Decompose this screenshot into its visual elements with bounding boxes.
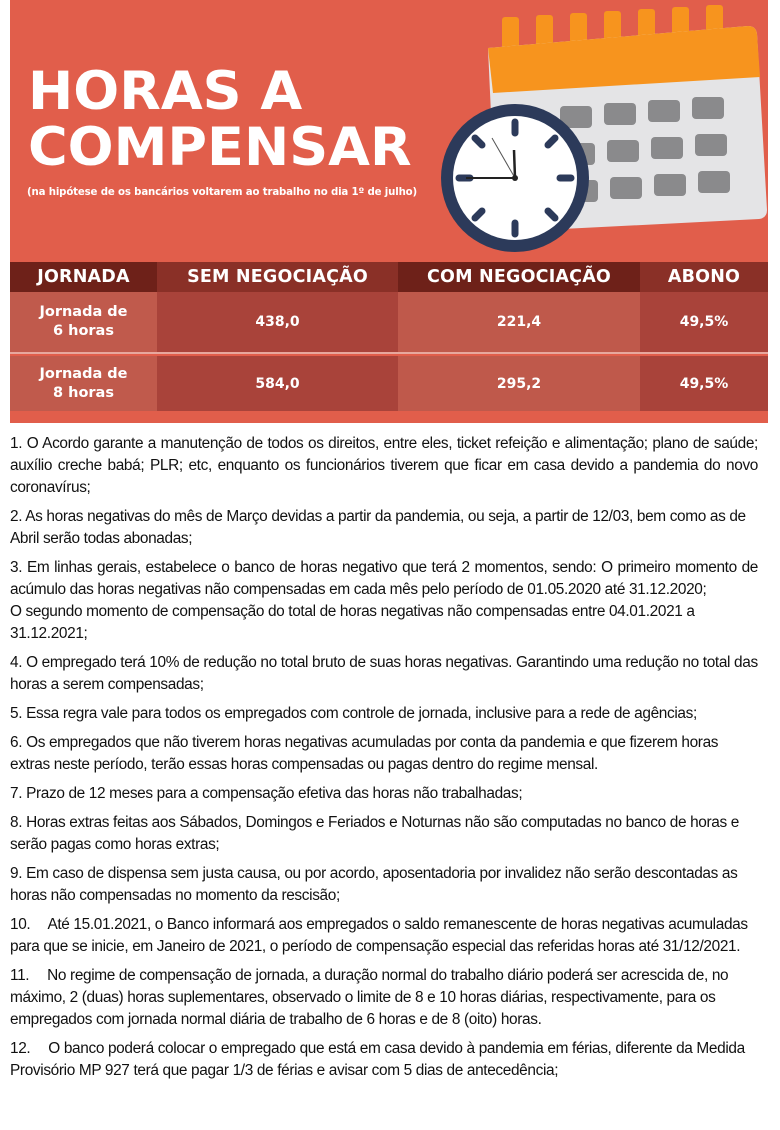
com-negociacao-cell: 295,2	[398, 356, 640, 411]
item-number: 8.	[10, 814, 23, 831]
table-row	[10, 356, 768, 411]
clock-icon	[441, 104, 589, 252]
item-text: Horas extras feitas aos Sábados, Domingos e Feriados e Noturnas não são computadas no banco de horas e serão pagas como horas extras;	[10, 814, 739, 853]
sem-negociacao-cell: 438,0	[157, 292, 398, 352]
list-item	[10, 783, 758, 805]
item-number: 5.	[10, 705, 23, 722]
item-text: Essa regra vale para todos os empregados com controle de jornada, inclusive para a rede de agências;	[26, 705, 697, 722]
page-title	[28, 61, 412, 178]
list-item	[10, 1038, 758, 1082]
jornada-cell	[10, 292, 157, 352]
item-number: 6.	[10, 734, 23, 751]
item-number: 7.	[10, 785, 23, 802]
item-number: 9.	[10, 865, 23, 882]
abono-cell: 49,5%	[640, 292, 768, 352]
header-com-negociacao: COM NEGOCIAÇÃO	[398, 262, 640, 292]
item-text-continued: O segundo momento de compensação do total de horas negativas não compensadas entre 04.01.2021 a 31.12.2021;	[10, 603, 695, 642]
list-item	[10, 914, 758, 958]
item-number: 1.	[10, 435, 23, 452]
table-row	[10, 292, 768, 352]
list-item	[10, 863, 758, 907]
title-line-2: COMPENSAR	[28, 117, 412, 178]
jornada-label-line-2: 8 horas	[52, 384, 114, 401]
list-item	[10, 506, 758, 550]
header-abono: ABONO	[640, 262, 768, 292]
banner	[10, 0, 768, 423]
item-text: Em caso de dispensa sem justa causa, ou por acordo, aposentadoria por invalidez não serão descontadas as horas não compensadas no momento da rescisão;	[10, 865, 738, 904]
jornada-label-line-2: 6 horas	[52, 323, 114, 339]
header-sem-negociacao: SEM NEGOCIAÇÃO	[157, 262, 398, 292]
item-number: 2.	[10, 508, 23, 525]
sem-negociacao-cell: 584,0	[157, 356, 398, 411]
item-number: 3.	[10, 559, 23, 576]
abono-cell: 49,5%	[640, 356, 768, 411]
list-item	[10, 812, 758, 856]
com-negociacao-cell: 221,4	[398, 292, 640, 352]
table-header-row	[10, 262, 768, 292]
header-jornada: JORNADA	[10, 262, 157, 292]
agreement-items	[10, 433, 758, 1089]
item-number: 11.	[10, 967, 30, 984]
item-text: O banco poderá colocar o empregado que está em casa devido à pandemia em férias, diferente da Medida Provisório MP 927 terá que pagar 1/3 de férias e avisar com 5 dias de antecedência;	[10, 1040, 745, 1079]
item-number: 12.	[10, 1040, 31, 1057]
title-line-1: HORAS A	[28, 61, 303, 122]
list-item	[10, 965, 758, 1031]
list-item	[10, 433, 758, 499]
item-number: 4.	[10, 654, 23, 671]
jornada-cell	[10, 356, 157, 411]
item-text: Prazo de 12 meses para a compensação efetiva das horas não trabalhadas;	[26, 785, 523, 802]
list-item	[10, 703, 758, 725]
item-text: Os empregados que não tiverem horas negativas acumuladas por conta da pandemia e que fizerem horas extras neste período, terão essas horas compensadas ou pagas dentro do regime mensal.	[10, 734, 719, 773]
item-text: Em linhas gerais, estabelece o banco de horas negativo que terá 2 momentos, sendo: O primeiro momento de acúmulo das horas negativas não compensadas em cada mês pelo período de 01.05.2020 até 31.12.2020;	[10, 559, 758, 598]
list-item	[10, 732, 758, 776]
item-text: No regime de compensação de jornada, a duração normal do trabalho diário poderá ser acrescida de, no máximo, 2 (duas) horas suplementares, observado o limite de 8 e 10 horas diárias, respectivamente, para os empregados com jornada normal diária de trabalho de 6 horas e de 8 (oito) horas.	[10, 967, 729, 1028]
item-text: As horas negativas do mês de Março devidas a partir da pandemia, ou seja, a partir de 12/03, bem como as de Abril serão todas abonadas;	[10, 508, 746, 547]
subtitle: (na hipótese de os bancários voltarem ao trabalho no dia 1º de julho)	[27, 187, 418, 198]
jornada-label-line-1: Jornada de	[39, 365, 128, 382]
item-number: 10.	[10, 916, 31, 933]
list-item	[10, 557, 758, 645]
hours-table	[10, 262, 768, 411]
item-text: O empregado terá 10% de redução no total bruto de suas horas negativas. Garantindo uma redução no total das horas a serem compensadas;	[10, 654, 758, 693]
jornada-label-line-1: Jornada de	[39, 304, 128, 320]
item-text: O Acordo garante a manutenção de todos os direitos, entre eles, ticket refeição e alimentação; plano de saúde; auxílio creche babá; PLR; etc, enquanto os funcionários tiverem que ficar em casa devido a pandemia do novo coronavírus;	[10, 435, 758, 496]
item-text: Até 15.01.2021, o Banco informará aos empregados o saldo remanescente de horas negativas acumuladas para que se inicie, em Janeiro de 2021, o período de compensação especial das referidas horas até 31/12/2021.	[10, 916, 748, 955]
list-item	[10, 652, 758, 696]
row-divider	[10, 352, 768, 354]
calendar-clock-illustration	[430, 0, 768, 260]
